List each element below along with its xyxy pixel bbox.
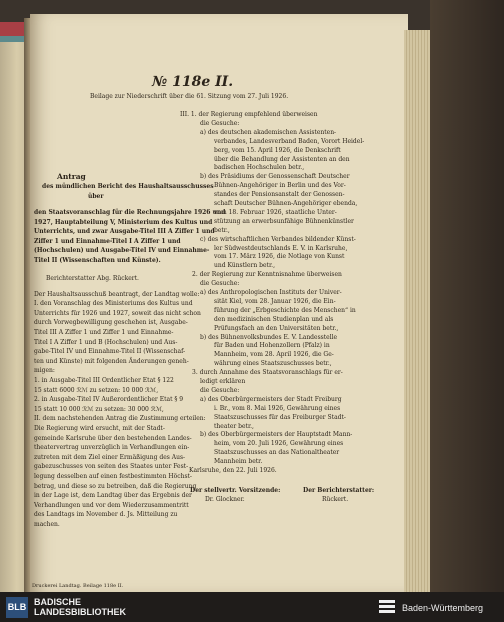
body-line: b) des Präsidiums der Genossenschaft Deutscher <box>200 173 350 181</box>
body-line: zutreten mit dem Ziel einer Ermäßigung des Aus- <box>34 453 186 461</box>
subject-line: Titel II (Wissenschaften und Künste). <box>34 257 161 264</box>
body-line: Der Haushaltsausschuß beantragt, der Landtag wolle: <box>34 290 200 298</box>
body-line: in der Lage ist, dem Landtag über das Ergebnis der <box>34 492 192 500</box>
body-line: Titel III A Ziffer 1 und Ziffer 1 und Einnahme- <box>34 329 174 336</box>
body-line: legung desselben auf einen festbestimmten Höchst- <box>34 473 192 480</box>
subject-line: 1927, Hauptabteilung V, Ministerium des Kultus und <box>34 218 213 226</box>
book-cover <box>430 0 504 592</box>
body-line: theatervertrag unverzüglich in Verhandlungen ein- <box>34 444 190 452</box>
reporter-name: Rückert. <box>322 496 349 503</box>
reporter-label: Der Berichterstatter: <box>303 487 375 494</box>
body-line: stützung an erwerbsunfähige Bühnenkünstler <box>214 217 354 225</box>
body-line: ler Südwestdeutschlands E. V. in Karlsruhe, <box>214 244 348 252</box>
body-line: I. den Voranschlag des Ministeriums des Kultus und <box>34 300 193 308</box>
reporter-line: Berichterstatter Abg. Rückert. <box>46 274 139 282</box>
body-line: Verhandlungen und vor dem Wiederzusammentritt <box>34 501 189 509</box>
library-name-line2: LANDESBIBLIOTHEK <box>34 607 126 617</box>
body-line: Die Regierung wird ersucht, mit der Stadt- <box>34 425 165 432</box>
body-line: migen: <box>34 367 55 375</box>
subject-line: Unterrichts, und zwar Ausgabe-Titel III A Ziffer 1 und <box>34 228 215 236</box>
body-line: den medizinischen Studienplan und als <box>214 315 334 323</box>
body-line: berg, vom 15. April 1926, die Denkschrift <box>214 146 341 154</box>
state-name: Baden-Württemberg <box>402 603 484 613</box>
motion-title-line: des mündlichen Bericht des Haushaltsausschusses <box>42 183 214 190</box>
subject-line: (Hochschulen) und Ausgabe-Titel IV und Einnahme- <box>34 247 210 255</box>
body-line: betrag, und diese so zu betreiben, daß die Regierung <box>34 482 197 490</box>
body-line: III. 1. der Regierung empfehlend überweisen <box>180 111 318 118</box>
page-footnote: Druckerei Landtag. Beilage 118e II. <box>32 583 124 589</box>
body-line: a) des Oberbürgermeisters der Stadt Freiburg <box>200 395 342 403</box>
body-line: Titel I A Ziffer 1 und B (Hochschulen) und Aus- <box>34 338 178 346</box>
body-line: die Gesuche: <box>200 386 240 394</box>
body-line: b) des Bühnenvolksbundes E. V. Landesstelle <box>200 333 338 341</box>
body-line: Bühnen-Angehöriger in Berlin und des Vor- <box>214 182 346 190</box>
body-line: schaft Deutscher Bühnen-Angehöriger ebenda, <box>214 200 358 207</box>
body-line: 3. durch Annahme des Staatsvoranschlags für er- <box>192 369 343 377</box>
body-line: führung der „Erbgeschichte des Menschen“ in <box>214 306 356 314</box>
body-line: II. dem nachstehenden Antrag die Zustimmung erteilen: <box>34 415 206 423</box>
body-line: gemeinde Karlsruhe über den bestehenden Landes- <box>34 434 192 442</box>
body-line: Mannheim betr. <box>214 458 263 466</box>
body-line: standes der Pensionsanstalt der Genossen- <box>214 191 345 199</box>
body-line: a) des Anthropologischen Instituts der Univer- <box>200 289 342 296</box>
body-line: 15 statt 10 000 ℛℳ zu setzen: 30 000 ℛℳ, <box>34 405 164 413</box>
subject-line: Ziffer 1 und Einnahme-Titel I A Ziffer 1 und <box>34 237 181 245</box>
page-stack-edge <box>404 30 430 592</box>
body-line: über die Behandlung der Assistenten an den <box>214 155 350 163</box>
library-name-line1: BADISCHE <box>34 597 82 607</box>
body-line: theater betr., <box>214 422 254 430</box>
body-line: die Gesuche: <box>200 119 240 127</box>
motion-heading: Antrag <box>57 172 86 181</box>
body-line: heim, vom 20. Juli 1926, Gewährung eines <box>214 440 344 448</box>
document-number: № 118e II. <box>152 74 234 90</box>
body-line: für Baden und Hohenzollern (Pfalz) in <box>214 342 330 350</box>
body-line: sität Kiel, vom 28. Januar 1926, die Ein- <box>214 297 336 305</box>
body-line: betr., <box>214 226 230 234</box>
body-line: verbandes, Landesverband Baden, Vorort Heidel- <box>214 137 365 145</box>
state-coat-of-arms-icon <box>378 598 396 616</box>
body-line: b) des Oberbürgermeisters der Hauptstadt Mann- <box>200 431 353 439</box>
body-line: und Künstlern betr., <box>214 262 275 270</box>
body-line: 15 statt 6000 ℛℳ zu setzen: 10 000 ℛℳ, <box>34 386 159 394</box>
body-line: vom 17. März 1926, die Notlage von Kunst <box>214 253 345 261</box>
motion-title-line: über <box>88 193 104 200</box>
body-line: gabezuschusses von seiten des Staates unter Fest- <box>34 463 189 471</box>
body-line: Mannheim, vom 28. April 1926, die Ge- <box>214 351 334 359</box>
body-line: ledigt erklären <box>200 378 246 385</box>
body-line: Unterrichts für 1926 und 1927, soweit das nicht schon <box>34 309 201 317</box>
chair-label: Der stellvertr. Vorsitzende: <box>190 487 281 494</box>
blb-logo-badge[interactable]: BLB <box>6 597 28 618</box>
body-line: Staatszuschusses an das Nationaltheater <box>214 449 340 457</box>
subject-line: den Staatsvoranschlag für die Rechnungsjahre 1926 und <box>34 209 226 216</box>
body-line: die Gesuche: <box>200 280 240 288</box>
body-line: c) des wirtschaftlichen Verbandes bildender Künst- <box>200 235 356 243</box>
body-line: vom 18. Februar 1926, staatliche Unter- <box>214 208 337 216</box>
date-line: Karlsruhe, den 22. Juli 1926. <box>189 467 277 474</box>
body-line: des Landtags im November d. Js. Mitteilung zu <box>34 511 178 519</box>
body-line: ten und Künste) mit folgenden Änderungen geneh- <box>34 357 189 365</box>
chair-name: Dr. Glockner. <box>205 496 245 503</box>
body-line: durch Vorwegbewilligung geschehen ist, Ausgabe- <box>34 319 188 327</box>
body-line: badischen Hochschulen betr., <box>214 164 305 172</box>
body-line: währung eines Staatszuschusses betr., <box>214 360 332 368</box>
body-line: i. Br., vom 8. Mai 1926, Gewährung eines <box>214 404 341 412</box>
body-line: 2. der Regierung zur Kenntnisnahme überweisen <box>192 271 342 279</box>
body-line: gabe-Titel IV und Einnahme-Titel II (Wissenschaf- <box>34 348 186 356</box>
body-line: 2. in Ausgabe-Titel IV Außerordentlicher Etat § 9 <box>34 396 184 404</box>
body-line: Staatszuschusses für das Freiburger Stadt- <box>214 413 346 421</box>
document-subtitle: Beilage zur Niederschrift über die 61. Sitzung vom 27. Juli 1926. <box>90 93 289 100</box>
body-line: 1. in Ausgabe-Titel III Ordentlicher Etat § 122 <box>34 377 174 384</box>
body-line: machen. <box>34 521 60 528</box>
body-line: Prüfungsfach an den Universitäten betr., <box>214 324 339 332</box>
body-line: a) des deutschen akademischen Assistenten- <box>200 128 337 136</box>
